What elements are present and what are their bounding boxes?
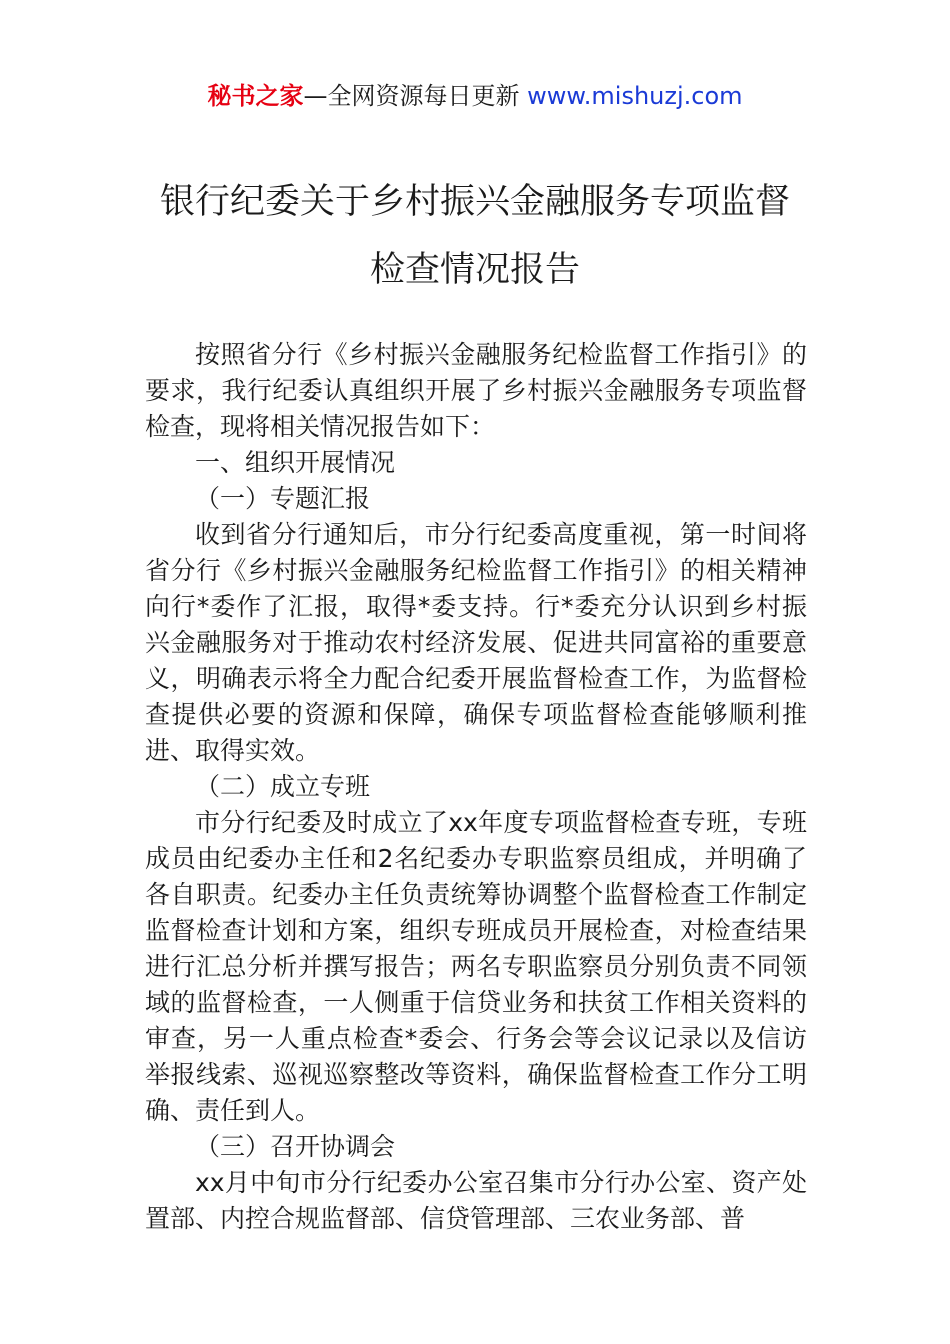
- subsection-heading-3: （三）召开协调会: [195, 1132, 396, 1161]
- document-title-line-1: 银行纪委关于乡村振兴金融服务专项监督: [159, 182, 790, 222]
- section-heading-1: 一、组织开展情况: [195, 448, 396, 477]
- paragraph-meeting: xx月中旬市分行纪委办公室召集市分行办公室、资产处置部、内控合规监督部、信贷管理部、三农业务部、普: [145, 1168, 807, 1233]
- document-title-line-2: 检查情况报告: [369, 250, 580, 290]
- paragraph-report: 收到省分行通知后，市分行纪委高度重视，第一时间将省分行《乡村振兴金融服务纪检监督工作指引》的相关精神向行*委作了汇报，取得*委支持。行*委充分认识到乡村振兴金融服务对于推动农村经济发展、促进共同富裕的重要意义，明确表示将全力配合纪委开展监督检查工作，为监督检查提供必要的资源和保障，确保专项监督检查能够顺利推进、取得实效。: [145, 520, 807, 765]
- site-header: [0, 80, 950, 112]
- site-url-link[interactable]: www.mishuzj.com: [527, 82, 743, 110]
- subsection-heading-1: （一）专题汇报: [195, 484, 371, 513]
- header-tagline: —全网资源每日更新: [303, 82, 520, 110]
- paragraph-task-force: 市分行纪委及时成立了xx年度专项监督检查专班，专班成员由纪委办主任和2名纪委办专职监察员组成，并明确了各自职责。纪委办主任负责统筹协调整个监督检查工作制定监督检查计划和方案，组织专班成员开展检查，对检查结果进行汇总分析并撰写报告；两名专职监察员分别负责不同领域的监督检查，一人侧重于信贷业务和扶贫工作相关资料的审查，另一人重点检查*委会、行务会等会议记录以及信访举报线索、巡视巡察整改等资料，确保监督检查工作分工明确、责任到人。: [145, 808, 807, 1125]
- intro-paragraph: 按照省分行《乡村振兴金融服务纪检监督工作指引》的要求，我行纪委认真组织开展了乡村振兴金融服务专项监督检查，现将相关情况报告如下：: [145, 340, 807, 441]
- document-body: [145, 337, 807, 1237]
- subsection-heading-2: （二）成立专班: [195, 772, 371, 801]
- brand-name: 秘书之家: [207, 82, 304, 110]
